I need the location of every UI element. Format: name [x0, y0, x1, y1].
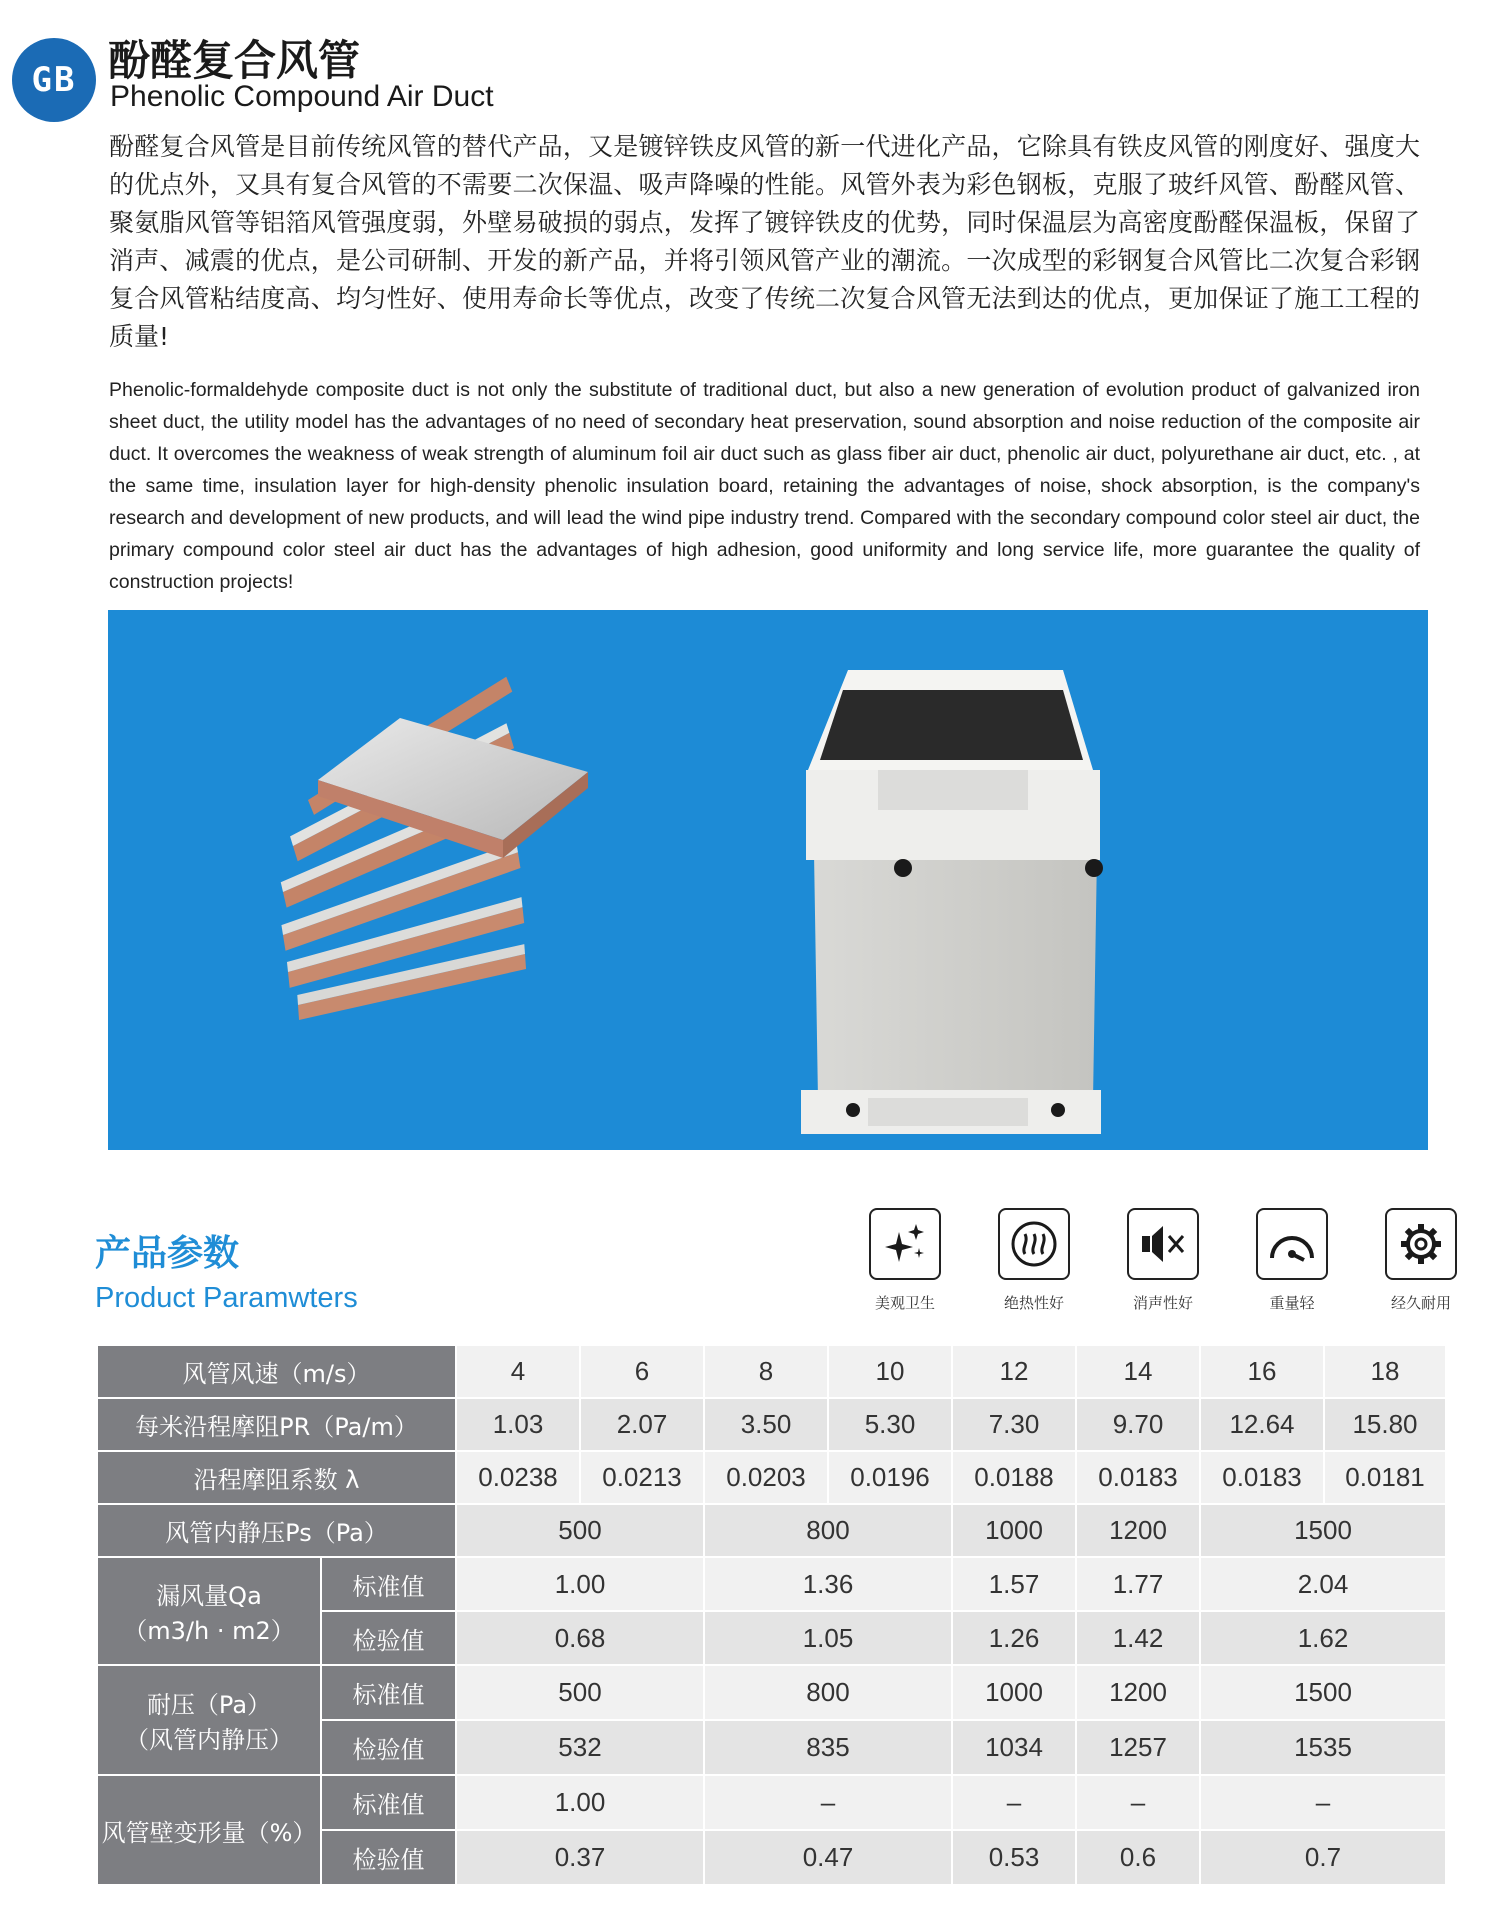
table-cell: 1.42	[1076, 1611, 1200, 1665]
table-cell: 1.57	[952, 1557, 1076, 1611]
row-label-line: （m3/h · m2）	[123, 1617, 295, 1645]
product-illustration	[108, 610, 1428, 1150]
feature-item	[850, 1208, 960, 1313]
table-cell: 500	[456, 1665, 704, 1720]
speaker-mute-icon	[1127, 1208, 1199, 1280]
table-row	[97, 1775, 1446, 1830]
table-cell: 835	[704, 1720, 952, 1775]
sub-label: 标准值	[321, 1665, 456, 1720]
table-cell: 500	[456, 1504, 704, 1557]
table-cell: 0.7	[1200, 1830, 1446, 1885]
table-cell: 1200	[1076, 1665, 1200, 1720]
feature-label: 美观卫生	[874, 1294, 935, 1312]
section-title-cn: 产品参数	[95, 1233, 240, 1274]
heat-icon	[998, 1208, 1070, 1280]
table-cell: 8	[704, 1345, 828, 1398]
table-cell: 4	[456, 1345, 580, 1398]
intro-paragraph-cn: 酚醛复合风管是目前传统风管的替代产品，又是镀锌铁皮风管的新一代进化产品，它除具有铁皮风管的刚度好、强度大的优点外，又具有复合风管的不需要二次保温、吸声降噪的性能。风管外表为彩色钢板，克服了玻纤风管、酚醛风管、聚氨脂风管等铝箔风管强度弱，外壁易破损的弱点，发挥了镀锌铁皮的优势，同时保温层为高密度酚醛保温板，保留了消声、减震的优点，是公司研制、开发的新产品，并将引领风管产业的潮流。一次成型的彩钢复合风管比二次复合彩钢复合风管粘结度高、均匀性好、使用寿命长等优点，改变了传统二次复合风管无法到达的优点，更加保证了施工工程的质量!	[109, 132, 1420, 351]
parameter-table	[96, 1344, 1447, 1886]
table-cell: 1200	[1076, 1504, 1200, 1557]
feature-icons	[850, 1208, 1450, 1318]
table-cell: 0.0183	[1200, 1451, 1324, 1504]
table-cell: 1535	[1200, 1720, 1446, 1775]
gb-logo	[12, 38, 96, 122]
table-cell: 1500	[1200, 1504, 1446, 1557]
table-cell: 12.64	[1200, 1398, 1324, 1451]
table-cell: –	[952, 1775, 1076, 1830]
feature-label: 经久耐用	[1390, 1294, 1451, 1312]
sub-label: 检验值	[321, 1611, 456, 1665]
table-cell: 800	[704, 1504, 952, 1557]
table-cell: 10	[828, 1345, 952, 1398]
table-cell: 1257	[1076, 1720, 1200, 1775]
feature-label: 消声性好	[1132, 1294, 1193, 1312]
page-title-en: Phenolic Compound Air Duct	[110, 80, 494, 113]
table-cell: 1034	[952, 1720, 1076, 1775]
sub-label: 检验值	[321, 1830, 456, 1885]
table-row	[97, 1398, 1446, 1451]
row-label	[97, 1557, 321, 1665]
table-cell: 15.80	[1324, 1398, 1446, 1451]
table-cell: 0.37	[456, 1830, 704, 1885]
row-label: 风管壁变形量（%）	[97, 1775, 321, 1885]
product-photo	[108, 610, 1428, 1150]
table-cell: 2.07	[580, 1398, 704, 1451]
row-label: 风管风速（m/s）	[97, 1345, 456, 1398]
feature-item	[1237, 1208, 1347, 1313]
table-cell: 0.0196	[828, 1451, 952, 1504]
gear-icon	[1385, 1208, 1457, 1280]
table-cell: 532	[456, 1720, 704, 1775]
table-cell: 1.77	[1076, 1557, 1200, 1611]
row-label: 风管内静压Ps（Pa）	[97, 1504, 456, 1557]
table-cell: 0.0238	[456, 1451, 580, 1504]
table-cell: 0.6	[1076, 1830, 1200, 1885]
table-cell: 1.26	[952, 1611, 1076, 1665]
table-cell: 1500	[1200, 1665, 1446, 1720]
logo-text: GB	[31, 60, 77, 100]
table-cell: 0.0188	[952, 1451, 1076, 1504]
table-cell: 9.70	[1076, 1398, 1200, 1451]
table-cell: 0.0181	[1324, 1451, 1446, 1504]
table-cell: 0.68	[456, 1611, 704, 1665]
feature-label: 重量轻	[1269, 1294, 1315, 1312]
gauge-icon	[1256, 1208, 1328, 1280]
table-cell: –	[1076, 1775, 1200, 1830]
table-cell: 1000	[952, 1504, 1076, 1557]
table-row	[97, 1665, 1446, 1720]
table-row	[97, 1451, 1446, 1504]
page-title-cn: 酚醛复合风管	[108, 36, 361, 85]
table-cell: 0.53	[952, 1830, 1076, 1885]
table-cell: 0.0213	[580, 1451, 704, 1504]
phenolic-boards	[271, 677, 588, 1020]
table-cell: 0.0203	[704, 1451, 828, 1504]
table-cell: 18	[1324, 1345, 1446, 1398]
sub-label: 标准值	[321, 1775, 456, 1830]
row-label-line: 漏风量Qa	[156, 1582, 262, 1610]
table-cell: 7.30	[952, 1398, 1076, 1451]
table-cell: 12	[952, 1345, 1076, 1398]
table-cell: 1.00	[456, 1557, 704, 1611]
table-cell: 3.50	[704, 1398, 828, 1451]
row-label	[97, 1665, 321, 1775]
table-cell: –	[704, 1775, 952, 1830]
table-cell: 1.05	[704, 1611, 952, 1665]
table-row	[97, 1557, 1446, 1611]
table-cell: 6	[580, 1345, 704, 1398]
table-row	[97, 1345, 1446, 1398]
row-label-line: （风管内静压）	[125, 1726, 293, 1754]
feature-item	[1108, 1208, 1218, 1313]
table-cell: 16	[1200, 1345, 1324, 1398]
table-cell: 1.00	[456, 1775, 704, 1830]
row-label: 每米沿程摩阻PR（Pa/m）	[97, 1398, 456, 1451]
sparkle-icon	[869, 1208, 941, 1280]
table-cell: 1.03	[456, 1398, 580, 1451]
table-row	[97, 1504, 1446, 1557]
feature-item	[979, 1208, 1089, 1313]
table-cell: 0.0183	[1076, 1451, 1200, 1504]
duct-unit	[801, 670, 1103, 1134]
table-cell: 2.04	[1200, 1557, 1446, 1611]
row-label-line: 耐压（Pa）	[146, 1691, 272, 1719]
feature-item	[1366, 1208, 1476, 1313]
row-label: 沿程摩阻系数 λ	[97, 1451, 456, 1504]
table-cell: 1.36	[704, 1557, 952, 1611]
sub-label: 标准值	[321, 1557, 456, 1611]
section-title-en: Product Paramwters	[95, 1282, 358, 1314]
table-cell: 1000	[952, 1665, 1076, 1720]
feature-label: 绝热性好	[1003, 1294, 1064, 1312]
table-cell: 14	[1076, 1345, 1200, 1398]
table-cell: 1.62	[1200, 1611, 1446, 1665]
table-cell: 800	[704, 1665, 952, 1720]
table-cell: –	[1200, 1775, 1446, 1830]
sub-label: 检验值	[321, 1720, 456, 1775]
table-cell: 5.30	[828, 1398, 952, 1451]
table-cell: 0.47	[704, 1830, 952, 1885]
intro-paragraph-en: Phenolic-formaldehyde composite duct is not only the substitute of traditional duct, but also a new generation of evolution product of galvanized iron sheet duct, the utility model has the advantages of no need of secondary heat preservation, sound absorption and noise reduction of the composite air duct. It overcomes the weakness of weak strength of aluminum foil air duct such as glass fiber air duct, phenolic air duct, polyurethane air duct, etc. , at the same time, insulation layer for high-density phenolic insulation board, retaining the advantages of noise, shock absorption, is the company's research and development of new products, and will lead the wind pipe industry trend. Compared with the secondary compound color steel air duct, the primary compound color steel air duct has the advantages of high adhesion, good uniformity and long service life, more guarantee the quality of construction projects!	[109, 379, 1420, 593]
